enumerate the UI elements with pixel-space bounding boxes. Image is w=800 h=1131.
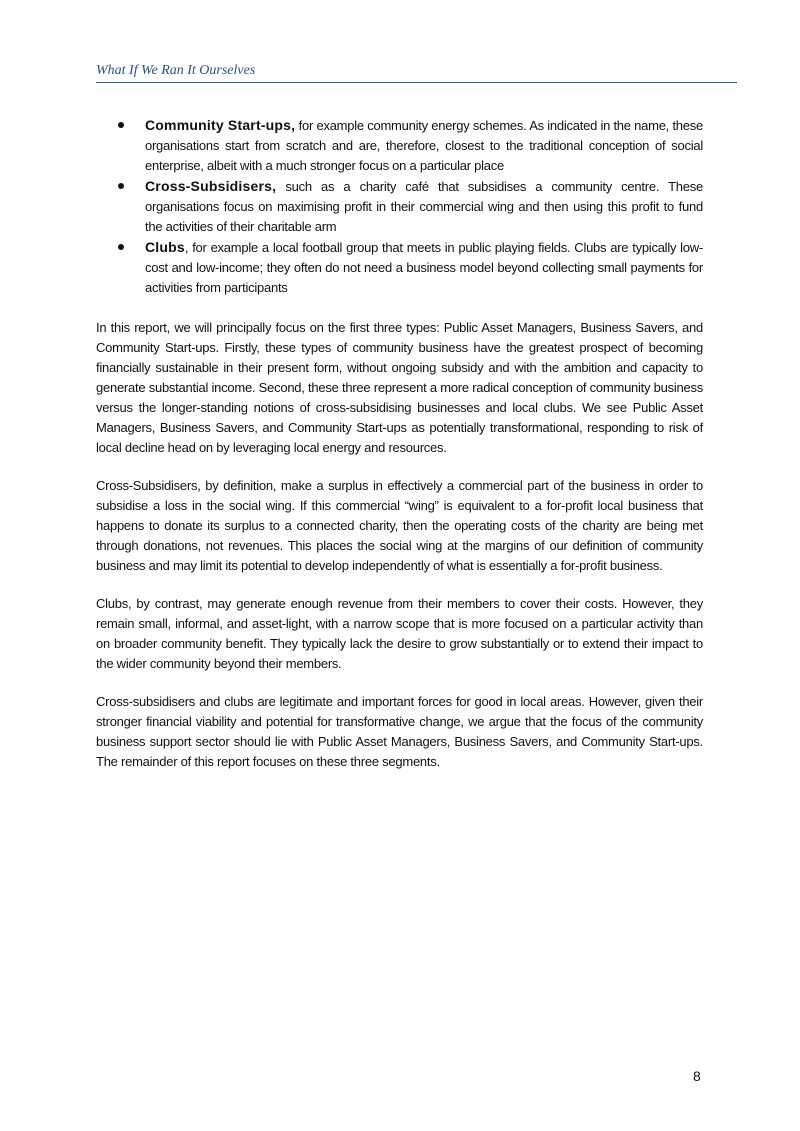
- bullet-text: , for example a local football group that meets in public playing fields. Clubs are typically low-cost and low-income; they often do not need a business model beyond collecting small payments for activities from participants: [145, 240, 703, 295]
- page-number: 8: [693, 1068, 701, 1084]
- bullet-icon: [118, 122, 124, 128]
- bullet-term: Community Start-ups,: [145, 117, 296, 133]
- page-header: [96, 62, 737, 83]
- bullet-icon: [118, 244, 124, 250]
- bullet-term: Cross-Subsidisers,: [145, 178, 277, 194]
- list-item: [96, 176, 703, 237]
- body-paragraph: Cross-Subsidisers, by definition, make a surplus in effectively a commercial part of the business in order to subsidise a loss in the social wing. If this commercial “wing” is equivalent to a for-profit local business that happens to donate its surplus to a connected charity, then the operating costs of the charity are being met through donations, not revenues. This places the social wing at the margins of our definition of community business and may limit its potential to develop independently of what is essentially a for-profit business.: [96, 478, 703, 573]
- page-body: [96, 115, 703, 790]
- segment-bullet-list: [96, 115, 703, 298]
- list-item: [96, 237, 703, 298]
- list-item: [96, 115, 703, 176]
- bullet-text: such as a charity café that subsidises a community centre. These organisations focus on maximising profit in their commercial wing and then using this profit to fund the activities of their charitable arm: [145, 179, 703, 234]
- bullet-term: Clubs: [145, 239, 185, 255]
- body-paragraph: Cross-subsidisers and clubs are legitimate and important forces for good in local areas. However, given their stronger financial viability and potential for transformative change, we argue that the focus of the community business support sector should lie with Public Asset Managers, Business Savers, and Community Start-ups. The remainder of this report focuses on these three segments.: [96, 694, 703, 769]
- body-paragraph: In this report, we will principally focus on the first three types: Public Asset Managers, Business Savers, and Community Start-ups. Firstly, these types of community business have the greatest prospect of becoming financially sustainable in their present form, without ongoing subsidy and with the ambition and capacity to generate substantial income. Second, these three represent a more radical conception of community business versus the longer-standing notions of cross-subsidising businesses and local clubs. We see Public Asset Managers, Business Savers, and Community Start-ups as potentially transformational, responding to risk of local decline head on by leveraging local energy and resources.: [96, 320, 703, 455]
- bullet-text: for example community energy schemes. As indicated in the name, these organisations start from scratch and are, therefore, closest to the traditional conception of social enterprise, albeit with a much stronger focus on a particular place: [145, 118, 703, 173]
- bullet-icon: [118, 183, 124, 189]
- body-paragraph: Clubs, by contrast, may generate enough revenue from their members to cover their costs. However, they remain small, informal, and asset-light, with a narrow scope that is more focused on a particular activity than on broader community benefit. They typically lack the desire to grow substantially or to extend their impact to the wider community beyond their members.: [96, 596, 703, 671]
- document-title: What If We Ran It Ourselves: [96, 63, 256, 78]
